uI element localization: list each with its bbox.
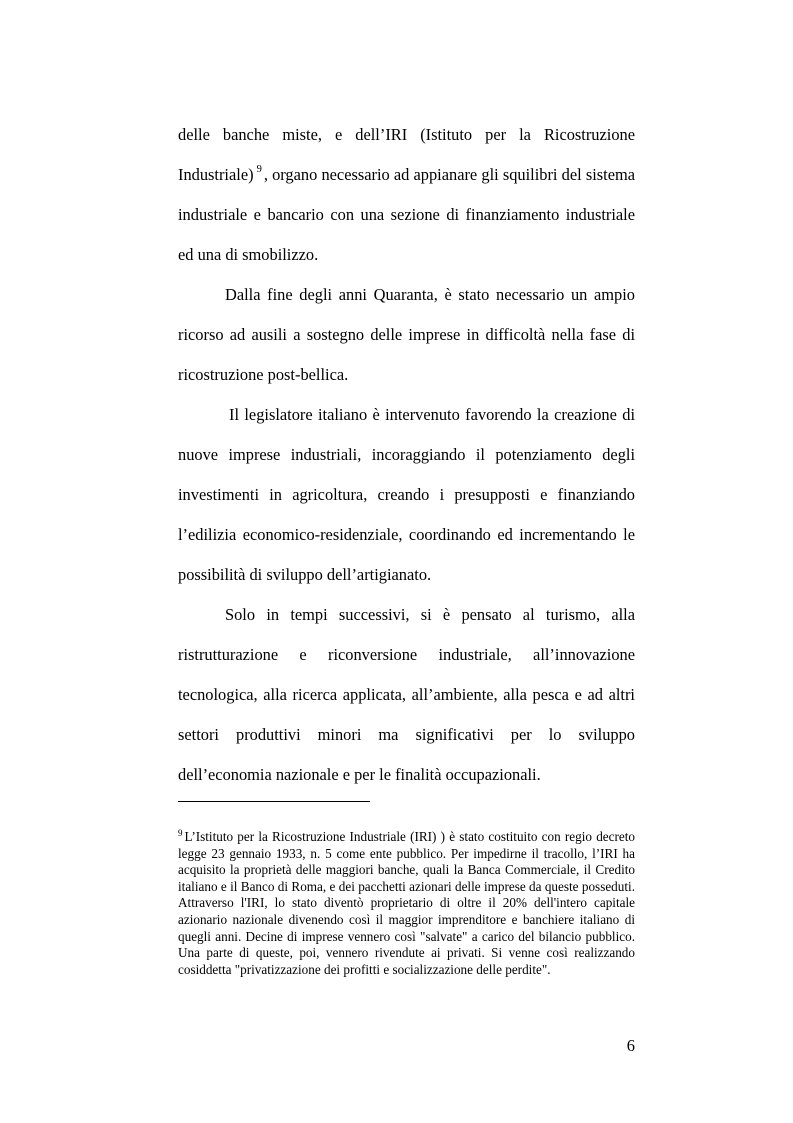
paragraph-iri-intro-start: delle banche miste, e dell’IRI (Istituto per la Ricostruzione Industriale) [178,125,635,184]
paragraph-later-sectors: Solo in tempi successivi, si è pensato al turismo, alla ristrutturazione e riconversione industriale, all’innovazione tecnologica, alla ricerca applicata, all’ambiente, alla pesca e ad altri settori produttivi minori ma significativi per lo sviluppo dell’economia nazionale e per le finalità occupazionali. [178,605,635,784]
footnote-separator [178,801,370,802]
paragraph-iri-intro [178,115,635,275]
footnote [178,829,635,978]
paragraph-legislator: Il legislatore italiano è intervenuto favorendo la creazione di nuove imprese industriali, incoraggiando il potenziamento degli investimenti in agricoltura, creando i presupposti e finanziando l’edilizia economico-residenziale, coordinando ed incrementando le possibilità di sviluppo dell’artigianato. [178,405,635,584]
paragraph-post-war: Dalla fine degli anni Quaranta, è stato necessario un ampio ricorso ad ausili a sostegno delle imprese in difficoltà nella fase di ricostruzione post-bellica. [178,285,635,384]
page-number: 6 [626,1036,635,1055]
body-text [178,115,635,795]
footnote-reference[interactable]: 9 [256,164,262,175]
footnote-marker: 9 [178,828,183,838]
footnote-text: L’Istituto per la Ricostruzione Industriale (IRI) ) è stato costituito con regio decreto legge 23 gennaio 1933, n. 5 come ente pubblico. Per impedirne il tracollo, l’IRI ha acquisito la proprietà delle maggiori banche, quali la Banca Commerciale, il Credito italiano e il Banco di Roma, e dei pacchetti azionari delle imprese da queste posseduti. Attraverso l'IRI, lo stato diventò proprietario di oltre il 20% dell'intero capitale azionario nazionale divenendo così il maggior imprenditore e banchiere italiano di quegli anni. Decine di imprese vennero così "salvate" a carico del bilancio pubblico. Una parte di queste, poi, vennero rivendute ai privati. Si venne così realizzando cosiddetta "privatizzazione dei profitti e socializzazione delle perdite". [178,829,635,977]
paragraph-iri-intro-end: , organo necessario ad appianare gli squilibri del sistema industriale e bancario con una sezione di finanziamento industriale ed una di smobilizzo. [178,165,635,264]
